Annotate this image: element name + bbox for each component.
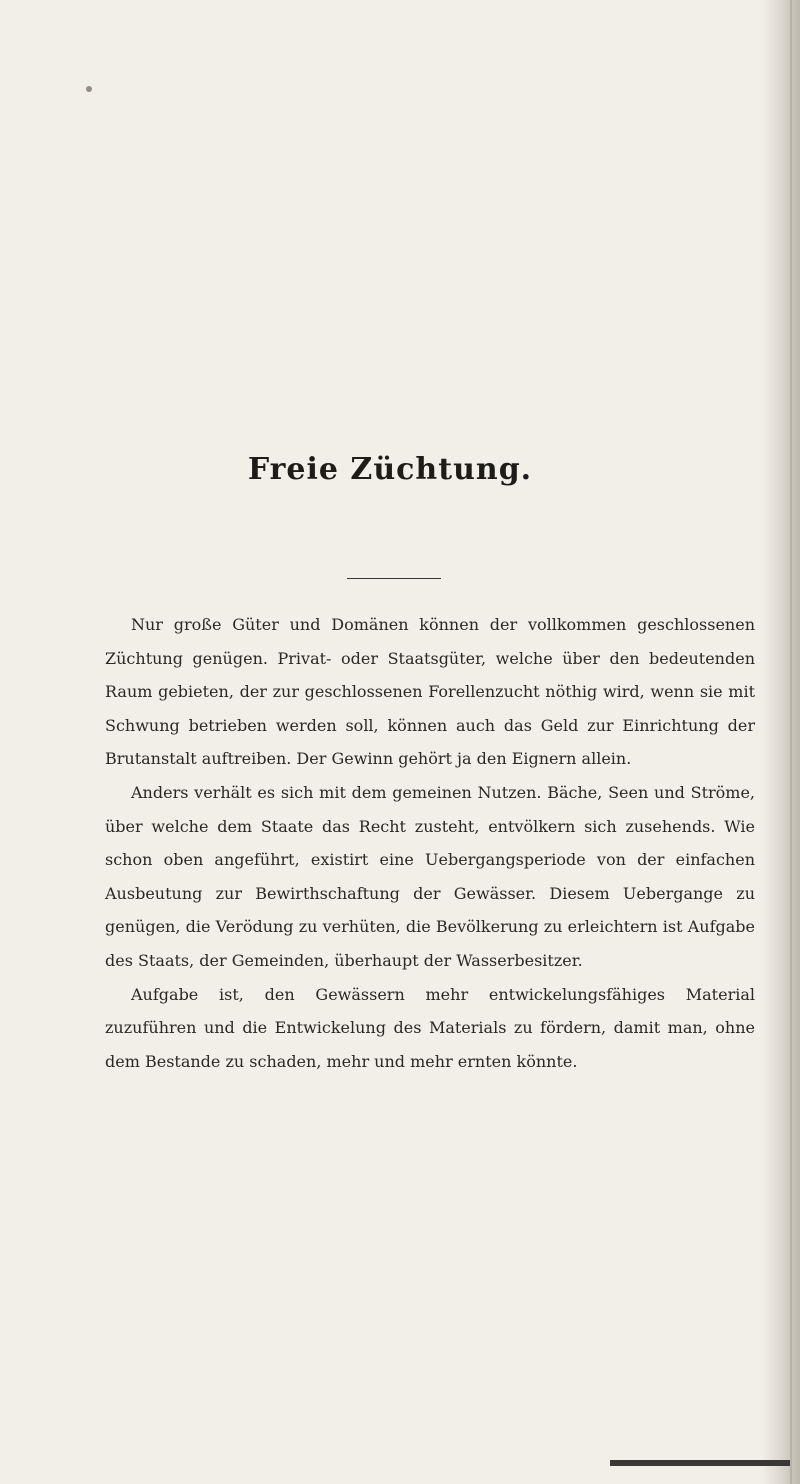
- bottom-edge-bar: [610, 1460, 790, 1466]
- paper-speck: [86, 86, 92, 92]
- page-title: Freie Züchtung.: [247, 452, 533, 487]
- title-rule: [347, 578, 441, 579]
- body-text: [105, 608, 755, 1078]
- page-edge-line: [790, 0, 792, 1484]
- page-edge-shadow: [762, 0, 800, 1484]
- paragraph-3: Aufgabe ist, den Gewässern mehr entwickelungsfähiges Material zuzuführen und die Entwickelung des Materials zu fördern, damit man, ohne dem Bestande zu schaden, mehr und mehr ernten könnte.: [105, 984, 755, 1071]
- paragraph-2: Anders verhält es sich mit dem gemeinen Nutzen. Bäche, Seen und Ströme, über welche dem Staate das Recht zusteht, entvölkern sich zusehends. Wie schon oben angeführt, existirt eine Uebergangsperiode von der einfachen Ausbeutung zur Bewirthschaftung der Gewässer. Diesem Uebergange zu genügen, die Verödung zu verhüten, die Bevölkerung zu erleichtern ist Aufgabe des Staats, der Gemeinden, überhaupt der Wasserbesitzer.: [105, 782, 755, 970]
- paragraph-1: Nur große Güter und Domänen können der vollkommen geschlossenen Züchtung genügen. Privat- oder Staatsgüter, welche über den bedeutenden Raum gebieten, der zur geschlossenen Forellenzucht nöthig wird, wenn sie mit Schwung betrieben werden soll, können auch das Geld zur Einrichtung der Brutanstalt auftreiben. Der Gewinn gehört ja den Eignern allein.: [105, 615, 755, 769]
